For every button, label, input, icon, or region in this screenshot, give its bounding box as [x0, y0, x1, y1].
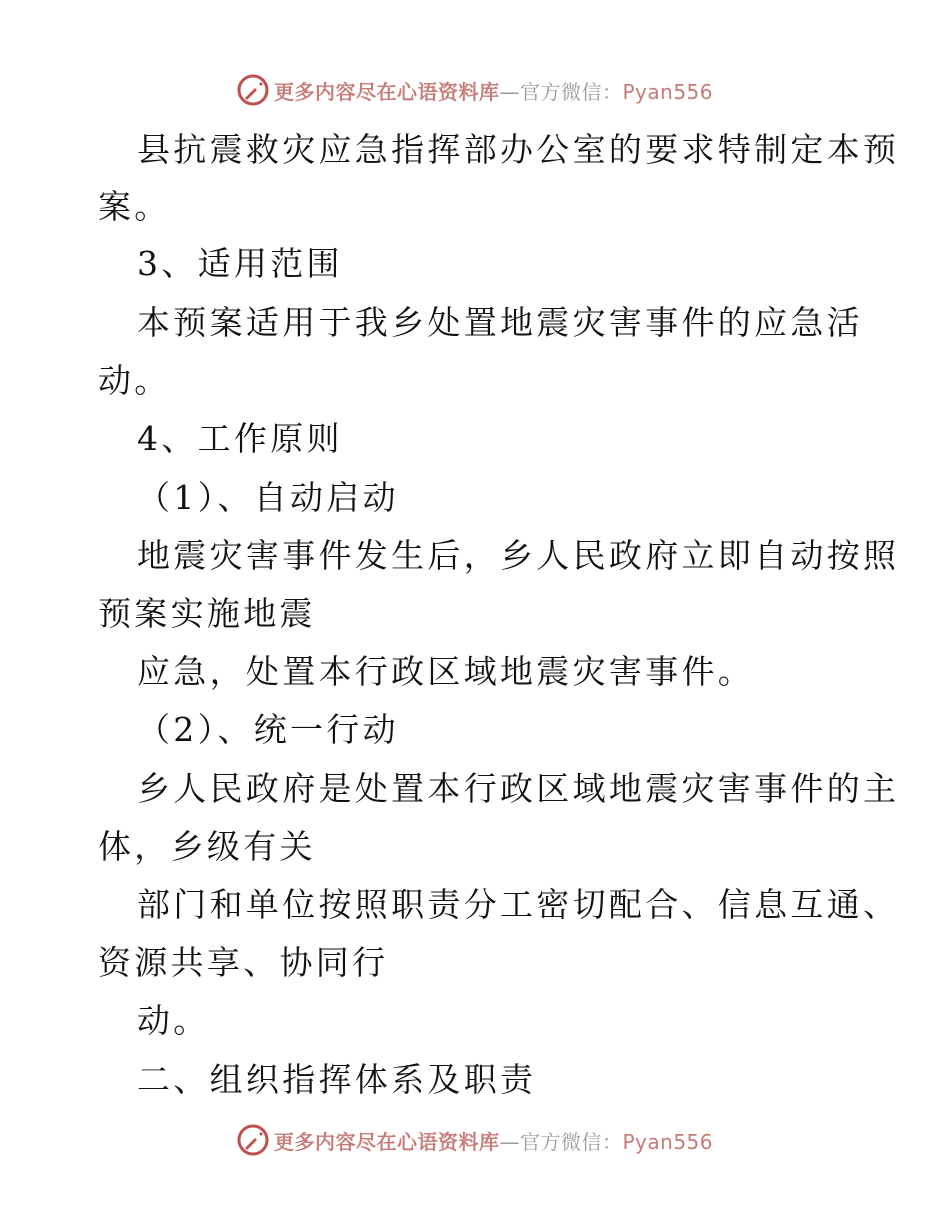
- body-line: 预案实施地震: [98, 594, 316, 633]
- watermark-main-text: 更多内容尽在心语资料库: [274, 79, 500, 104]
- watermark-wechat-id: Pyan556: [622, 1129, 714, 1154]
- body-line: 动。: [98, 361, 171, 400]
- header-watermark-banner: [0, 70, 950, 110]
- body-line: 乡人民政府是处置本行政区域地震灾害事件的主: [137, 769, 900, 808]
- pen-logo-icon: [236, 1123, 270, 1157]
- body-line: 部门和单位按照职责分工密切配合、信息互通、: [137, 885, 900, 924]
- body-line: 案。: [98, 187, 171, 226]
- subsection-heading: （2）、统一行动: [137, 710, 399, 749]
- body-line: 资源共享、协同行: [98, 943, 389, 982]
- pen-logo-icon: [236, 73, 270, 107]
- watermark-separator: —官方微信：: [499, 79, 623, 104]
- body-line: 体，乡级有关: [98, 827, 316, 866]
- watermark-main-text: 更多内容尽在心语资料库: [274, 1129, 500, 1154]
- body-line: 地震灾害事件发生后，乡人民政府立即自动按照: [137, 536, 900, 575]
- section-heading: 3、适用范围: [137, 244, 343, 283]
- footer-watermark-banner: [0, 1120, 950, 1160]
- body-line: 应急，处置本行政区域地震灾害事件。: [137, 652, 755, 691]
- watermark-separator: —官方微信：: [499, 1129, 623, 1154]
- section-heading: 4、工作原则: [137, 419, 343, 458]
- body-line: 县抗震救灾应急指挥部办公室的要求特制定本预: [137, 130, 900, 169]
- body-line: 本预案适用于我乡处置地震灾害事件的应急活: [137, 303, 863, 342]
- subsection-heading: （1）、自动启动: [137, 478, 399, 517]
- watermark-wechat-id: Pyan556: [622, 79, 714, 104]
- section-heading: 二、组织指挥体系及职责: [137, 1060, 537, 1099]
- body-line: 动。: [137, 1001, 210, 1040]
